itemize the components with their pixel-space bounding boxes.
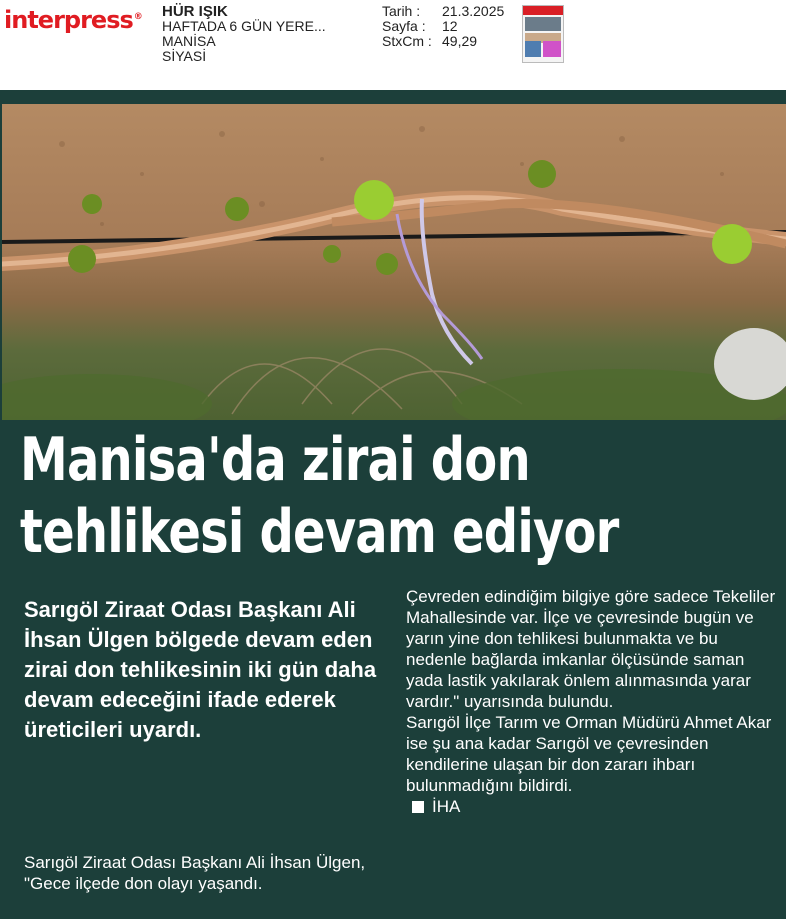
square-bullet-icon [412,801,424,813]
article-headline [20,424,628,568]
publication-frequency: HAFTADA 6 GÜN YERE... [162,18,326,34]
grapevine-illustration [2,104,786,420]
body-paragraph-2: Sarıgöl İlçe Tarım ve Orman Müdürü Ahmet Akar ise şu ana kadar Sarıgöl ve çevresinden kendilerine ulaşan bir don zararı ihbarı bulunmadığını bildirdi. [406,713,772,795]
clipping-meta [382,4,504,49]
headline-line-1: Manisa'da zirai don [20,425,530,495]
meta-row-page: Sayfa : 12 [382,18,458,34]
vineyard-photo [2,104,786,420]
publication-city: MANİSA [162,33,216,49]
publication-name: HÜR IŞIK [162,3,228,20]
article-lead: Sarıgöl Ziraat Odası Başkanı Ali İhsan Ülgen bölgede devam eden zirai don tehlikesinin iki gün daha devam edeceğini ifade ederek üreticileri uyardı. [24,597,377,742]
agency-credit [412,796,778,817]
body-paragraph-1: Çevreden edindiğim bilgiye göre sadece Tekeliler Mahallesinde var. İlçe ve çevresinde bugün ve yarın yine don tehlikesi bulunmakta ve bu nedenle bağlarda imkanlar ölçüsünde saman yada lastik yakılarak önlem alınmasında yarar vardır." uyarısında bulundu. [406,587,776,711]
headline-line-2: tehlikesi devam ediyor [20,497,619,567]
article-body-left: Sarıgöl Ziraat Odası Başkanı Ali İhsan Ülgen, "Gece ilçede don olayı yaşandı. [24,853,366,893]
page-thumbnail [522,5,564,63]
publication-category: SİYASİ [162,48,207,64]
agency-credit-label: İHA [432,797,461,816]
meta-row-stxcm: StxCm : 49,29 [382,33,478,49]
publication-info [162,4,326,64]
article-body-right [406,586,778,817]
article-block [0,90,786,919]
meta-row-date: Tarih : 21.3.2025 [382,3,505,19]
interpress-logo: interpress® [4,6,142,34]
